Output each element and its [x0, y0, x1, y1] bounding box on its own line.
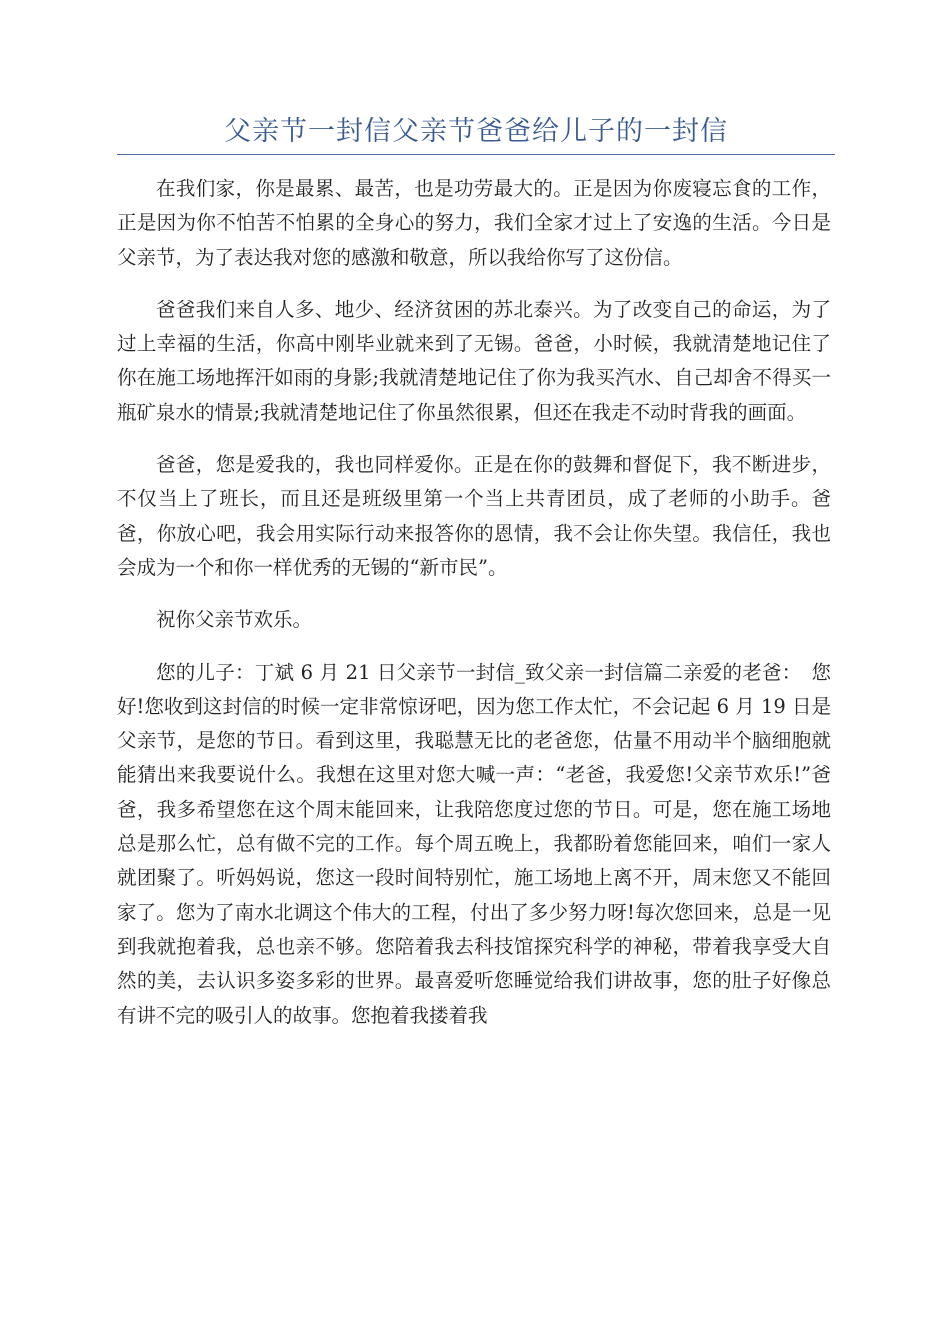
paragraph: 在我们家，你是最累、最苦，也是功劳最大的。正是因为你废寝忘食的工作，正是因为你不怕苦不怕累的全身心的努力，我们全家才过上了安逸的生活。今日是父亲节，为了表达我对您的感激和敬意，所以我给你写了这份信。: [117, 177, 831, 269]
paragraph: 爸爸，您是爱我的，我也同样爱你。正是在你的鼓舞和督促下，我不断进步，不仅当上了班长，而且还是班级里第一个当上共青团员，成了老师的小助手。爸爸，你放心吧，我会用实际行动来报答你的恩情，我不会让你失望。我信任，我也会成为一个和你一样优秀的无锡的“新市民”。: [117, 453, 831, 579]
paragraph: 祝你父亲节欢乐。: [156, 608, 313, 632]
document-title: 父亲节一封信父亲节爸爸给儿子的一封信: [224, 116, 728, 147]
title-underline: [117, 154, 835, 155]
title-block: [117, 112, 835, 155]
document-body: [117, 172, 831, 1051]
paragraph: 您的儿子：丁斌 6 月 21 日父亲节一封信_致父亲一封信篇二亲爱的老爸： 您好!您收到这封信的时候一定非常惊讶吧，因为您工作太忙，不会记起 6 月 19 日是父亲节，是您的节日。看到这里，我聪慧无比的老爸您，估量不用动半个脑细胞就能猜出来我要说什么。我想在这里对您大喊一声：“老爸，我爱您!父亲节欢乐!”爸爸，我多希望您在这个周末能回来，让我陪您度过您的节日。可是，您在施工场地总是那么忙，总有做不完的工作。每个周五晚上，我都盼着您能回来，咱们一家人就团聚了。听妈妈说，您这一段时间特别忙，施工场地上离不开，周末您又不能回家了。您为了南水北调这个伟大的工程，付出了多少努力呀!每次您回来，总是一见到我就抱着我，总也亲不够。您陪着我去科技馆探究科学的神秘，带着我享受大自然的美，去认识多姿多彩的世界。最喜爱听您睡觉给我们讲故事，您的肚子好像总有讲不完的吸引人的故事。您抱着我搂着我: [117, 660, 831, 1027]
paragraph: 爸爸我们来自人多、地少、经济贫困的苏北泰兴。为了改变自己的命运，为了过上幸福的生活，你高中刚毕业就来到了无锡。爸爸，小时候，我就清楚地记住了你在施工场地挥汗如雨的身影;我就清楚地记住了你为我买汽水、自己却舍不得买一瓶矿泉水的情景;我就清楚地记住了你虽然很累，但还在我走不动时背我的画面。: [117, 297, 831, 424]
